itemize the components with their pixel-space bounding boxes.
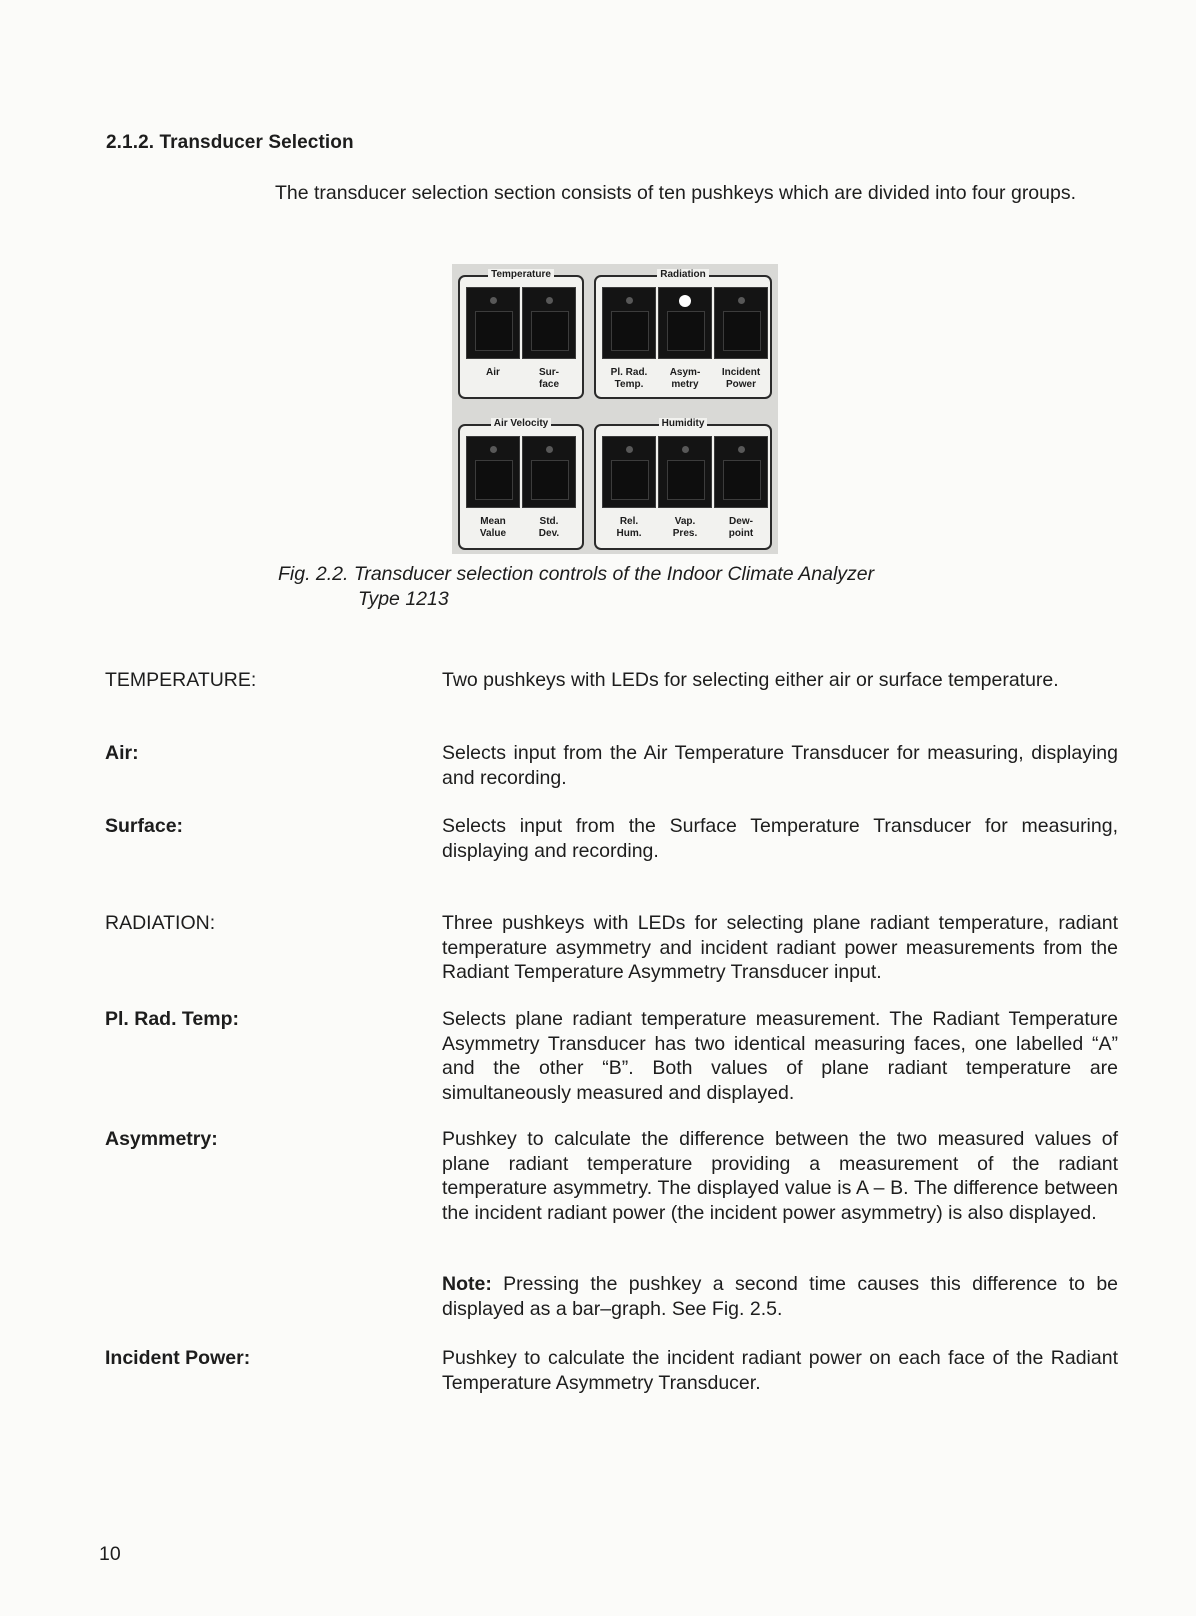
note-body: Pressing the pushkey a second time causes this difference to be displayed as a bar–graph. See Fig. 2.5. bbox=[442, 1273, 1119, 1320]
led-asymmetry-lit bbox=[679, 295, 691, 307]
section-heading: 2.1.2. Transducer Selection bbox=[106, 132, 354, 153]
label-rel-hum: Rel. Hum. bbox=[616, 516, 642, 539]
label-vap-pres: Vap. Pres. bbox=[672, 516, 698, 539]
key-vap-pres bbox=[658, 436, 712, 508]
term-description: Selects input from the Air Temperature Transducer for measuring, displaying and recording. bbox=[442, 742, 1118, 789]
label-dew-point: Dew- point bbox=[728, 516, 754, 539]
led-incident-power bbox=[738, 297, 745, 304]
label-pl-rad-temp: Pl. Rad. Temp. bbox=[610, 367, 648, 390]
figure-caption-line2: Type 1213 bbox=[358, 587, 449, 610]
term-description: Two pushkeys with LEDs for selecting either air or surface temperature. bbox=[442, 669, 1059, 691]
led-std-dev bbox=[546, 446, 553, 453]
led-rel-hum bbox=[626, 446, 633, 453]
group-title-air-velocity: Air Velocity bbox=[491, 418, 551, 429]
led-dew-point bbox=[738, 446, 745, 453]
figure-caption-line1: Fig. 2.2. Transducer selection controls of the Indoor Climate Analyzer bbox=[278, 563, 875, 585]
group-title-radiation: Radiation bbox=[657, 269, 709, 280]
group-humidity bbox=[594, 418, 772, 550]
label-incident-power: Incident Power bbox=[721, 367, 761, 390]
key-asymmetry bbox=[658, 287, 712, 359]
group-title-temperature: Temperature bbox=[488, 269, 554, 280]
key-pl-rad-temp bbox=[602, 287, 656, 359]
group-radiation bbox=[594, 269, 772, 399]
term-label: Asymmetry: bbox=[105, 1128, 218, 1150]
term-label: Incident Power: bbox=[105, 1347, 251, 1369]
term-label: Surface: bbox=[105, 815, 184, 837]
led-pl-rad-temp bbox=[626, 297, 633, 304]
term-description: Pushkey to calculate the incident radiant power on each face of the Radiant Temperature Asymmetry Transducer. bbox=[442, 1347, 1118, 1394]
label-surface: Sur- face bbox=[538, 367, 559, 390]
term-description: Selects input from the Surface Temperature Transducer for measuring, displaying and recording. bbox=[442, 815, 1118, 862]
key-mean-value bbox=[466, 436, 520, 508]
term-label: TEMPERATURE: bbox=[105, 669, 257, 691]
key-air bbox=[466, 287, 520, 359]
transducer-panel-figure bbox=[452, 264, 778, 554]
led-mean-value bbox=[490, 446, 497, 453]
label-std-dev: Std. Dev. bbox=[538, 516, 560, 539]
key-rel-hum bbox=[602, 436, 656, 508]
term-label: RADIATION: bbox=[105, 912, 216, 934]
term-description: Three pushkeys with LEDs for selecting plane radiant temperature, radiant temperature asymmetry and incident radiant power measurements from the Radiant Temperature Asymmetry Transducer input. bbox=[442, 912, 1118, 983]
intro-paragraph: The transducer selection section consists of ten pushkeys which are divided into four groups. bbox=[275, 182, 1077, 204]
key-surface bbox=[522, 287, 576, 359]
led-air bbox=[490, 297, 497, 304]
note-label: Note: bbox=[442, 1273, 492, 1295]
figure-caption bbox=[278, 562, 978, 611]
led-vap-pres bbox=[682, 446, 689, 453]
note-text bbox=[442, 1272, 1118, 1321]
group-temperature bbox=[458, 269, 584, 399]
term-description: Selects plane radiant temperature measurement. The Radiant Temperature Asymmetry Transducer has two identical measuring faces, one labelled “A” and the other “B”. Both values of plane radiant temperature are simultaneously measured and displayed. bbox=[442, 1008, 1118, 1104]
term-description: Pushkey to calculate the difference between the two measured values of plane radiant temperature providing a measurement of the radiant temperature asymmetry. The displayed value is A – B. The difference between the incident radiant power (the incident power asymmetry) is also displayed. bbox=[442, 1128, 1118, 1224]
label-asymmetry: Asym- metry bbox=[669, 367, 701, 390]
group-air-velocity bbox=[458, 418, 584, 550]
label-mean-value: Mean Value bbox=[479, 516, 507, 539]
led-surface bbox=[546, 297, 553, 304]
label-air: Air bbox=[486, 367, 500, 378]
term-label: Air: bbox=[105, 742, 139, 764]
key-std-dev bbox=[522, 436, 576, 508]
group-title-humidity: Humidity bbox=[659, 418, 708, 429]
key-dew-point bbox=[714, 436, 768, 508]
key-incident-power bbox=[714, 287, 768, 359]
page-number: 10 bbox=[99, 1543, 121, 1565]
term-label: Pl. Rad. Temp: bbox=[105, 1008, 239, 1030]
